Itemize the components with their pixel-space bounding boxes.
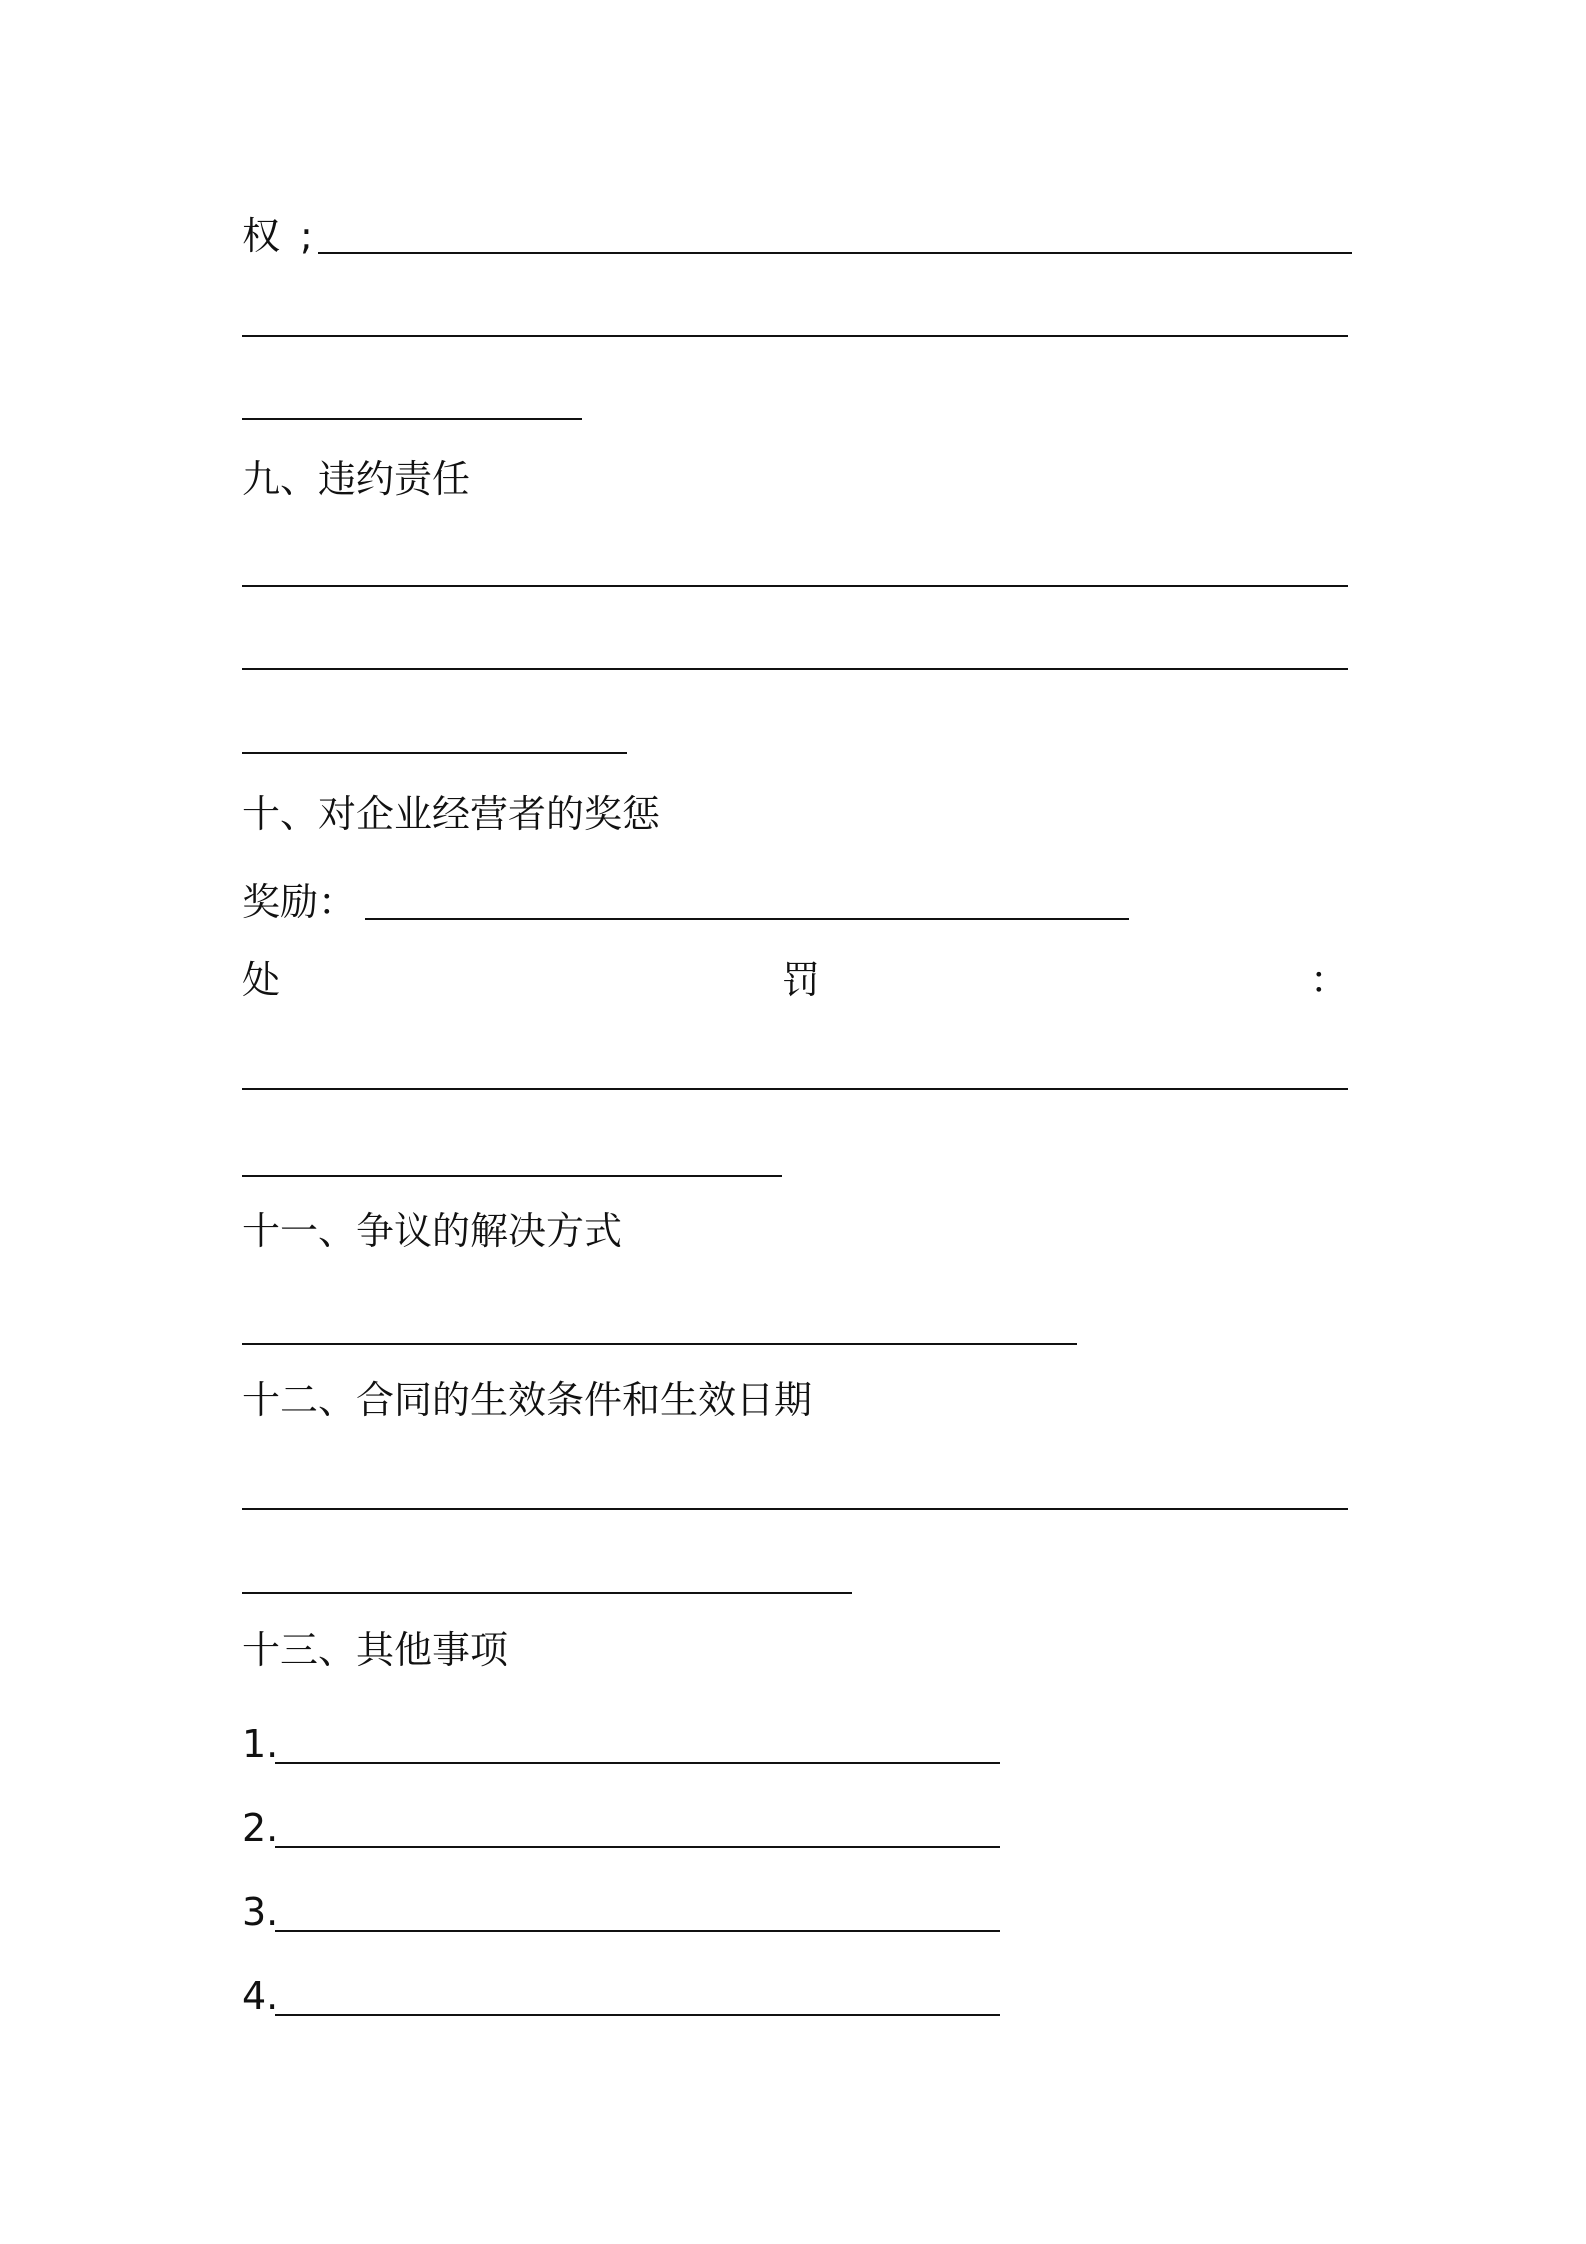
other-item-number: 4. (242, 1974, 279, 2018)
other-item-number: 3. (242, 1890, 279, 1934)
section-10-title: 十、对企业经营者的奖惩 (242, 792, 661, 836)
intro-char: 权 (242, 214, 281, 258)
blank-line[interactable] (242, 1343, 1077, 1345)
blank-line[interactable] (242, 668, 1348, 670)
section-13-title: 十三、其他事项 (242, 1628, 509, 1672)
section-9-title: 九、违约责任 (242, 457, 471, 501)
blank-line[interactable] (242, 1508, 1348, 1510)
section-12-title: 十二、合同的生效条件和生效日期 (242, 1378, 813, 1422)
other-item-blank-line[interactable] (275, 1930, 1000, 1932)
reward-label: 奖励： (242, 880, 357, 924)
other-item-blank-line[interactable] (275, 1762, 1000, 1764)
blank-line[interactable] (242, 1592, 852, 1594)
punish-colon: ： (1310, 958, 1349, 1002)
punish-char-1: 处 (242, 958, 281, 1002)
section-11-title: 十一、争议的解决方式 (242, 1209, 623, 1253)
other-item-number: 1. (242, 1722, 279, 1766)
punish-char-2: 罚 (782, 958, 821, 1002)
other-item-blank-line[interactable] (275, 1846, 1000, 1848)
blank-line[interactable] (242, 1088, 1348, 1090)
reward-blank-line[interactable] (365, 918, 1129, 920)
other-item-blank-line[interactable] (275, 2014, 1000, 2016)
intro-semicolon: ; (300, 214, 313, 258)
blank-line[interactable] (242, 335, 1348, 337)
blank-line[interactable] (242, 585, 1348, 587)
blank-line[interactable] (242, 418, 582, 420)
blank-line[interactable] (318, 252, 1352, 254)
blank-line[interactable] (242, 752, 627, 754)
blank-line[interactable] (242, 1175, 782, 1177)
other-item-number: 2. (242, 1806, 279, 1850)
